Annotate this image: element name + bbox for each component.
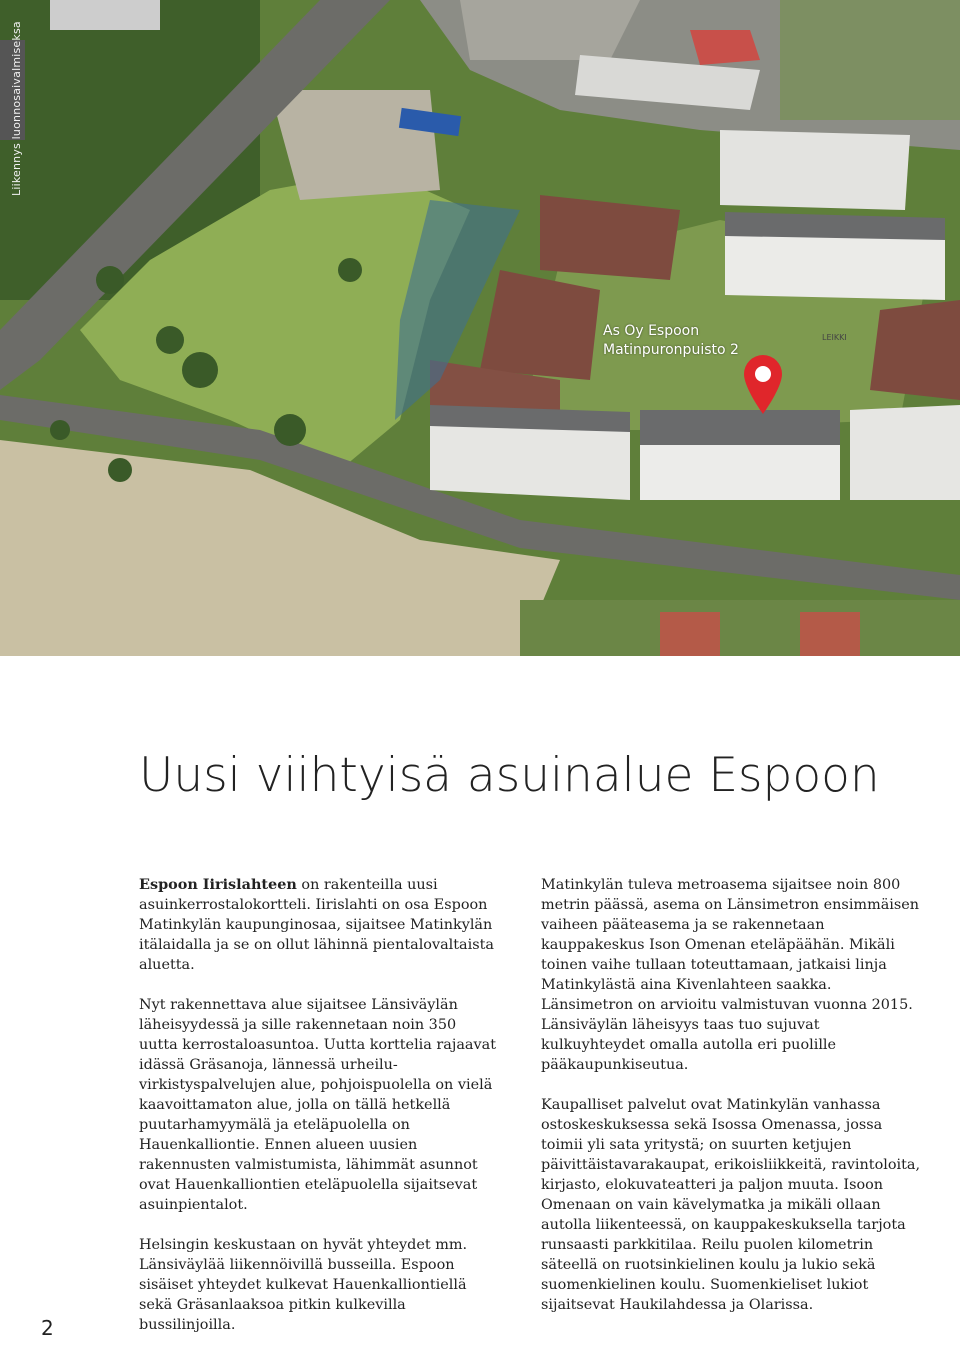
paragraph-metro: Matinkylän tuleva metroasema sijaitsee noin 800 metrin päässä, asema on Länsimetron ensimmäisen vaiheen pääteasema ja se rakennetaan kauppakeskus Ison Omenan eteläpäähän. Mikäli toinen vaihe tullaan toteuttamaan, jatkaisi linja Matinkylästä aina Kivenlahteen saakka. Länsimetron on arvioitu valmistuvan vuonna 2015. Länsiväylän läheisyys taas tuo sujuvat kulkuyhteydet omalla autolla eri puolille pääkaupunkiseutua. xyxy=(541,877,920,1073)
paragraph-services: Kaupalliset palvelut ovat Matinkylän vanhassa ostoskeskuksessa sekä Isossa Omenassa, jossa toimii yli sata yritystä; on suurten ketjujen päivittäistavarakaupat, erikoisliikkeitä, ravintoloita, kirjasto, elokuvateatteri ja paljon muuta. Isoon Omenaan on vain kävelymatka ja mikäli ollaan autolla liikenteessä, on kauppakeskuksella tarjota runsaasti parkkitilaa. Reilu puolen kilometrin säteellä on ruotsinkielinen koulu ja lukio sekä suomenkielinen koulu. Suomenkieliset lukiot sijaitsevat Haukilahdessa ja Olarissa. xyxy=(541,1097,921,1313)
page-title: Uusi viihtyisä asuinalue Espoon xyxy=(139,748,880,803)
page-number: 2 xyxy=(41,1316,54,1340)
text-column-right xyxy=(541,875,921,1335)
paragraph-area: Nyt rakennettava alue sijaitsee Länsiväylän läheisyydessä ja sille rakennetaan noin 350 uutta kerrostaloasuntoa. Uutta korttelia rajaavat idässä Gräsanoja, lännessä urheilu-virkistyspalvelujen alue, pohjoispuolella on vielä kaavoittamaton alue, jolla on tällä hetkellä puutarhamyymälä ja eteläpuolella on Hauenkalliontie. Ennen alueen uusien rakennusten valmistumista, lähimmät asunnot ovat Hauenkalliontien eteläpuolella sijaitsevat asuinpientalot. xyxy=(139,997,496,1213)
paragraph-intro xyxy=(139,875,499,975)
location-label xyxy=(603,322,739,360)
intro-text: on rakenteilla uusi asuinkerrostalokortteli. Iirislahti on osa Espoon Matinkylän kaupunginosaa, sijaitsee Matinkylän itälaidalla ja se on ollut lähinnä pientalovaltaista aluetta. xyxy=(139,877,494,973)
side-caption: Liikennys luonnosaivalmiseksa xyxy=(10,21,23,196)
map-pin-icon xyxy=(740,352,786,416)
intro-lead: Espoon Iirislahteen xyxy=(139,876,297,893)
text-column-left xyxy=(139,875,499,1355)
paragraph-transport: Helsingin keskustaan on hyvät yhteydet mm. Länsiväylää liikennöivillä busseilla. Espoon sisäiset yhteydet kulkevat Hauenkalliontiellä sekä Gräsanlaaksoa pitkin kulkevilla bussilinjoilla. xyxy=(139,1237,468,1333)
aerial-photo xyxy=(0,0,960,656)
playground-label: LEIKKI xyxy=(822,333,847,342)
location-label-line1: As Oy Espoon xyxy=(603,323,700,339)
location-label-line2: Matinpuronpuisto 2 xyxy=(603,342,739,358)
